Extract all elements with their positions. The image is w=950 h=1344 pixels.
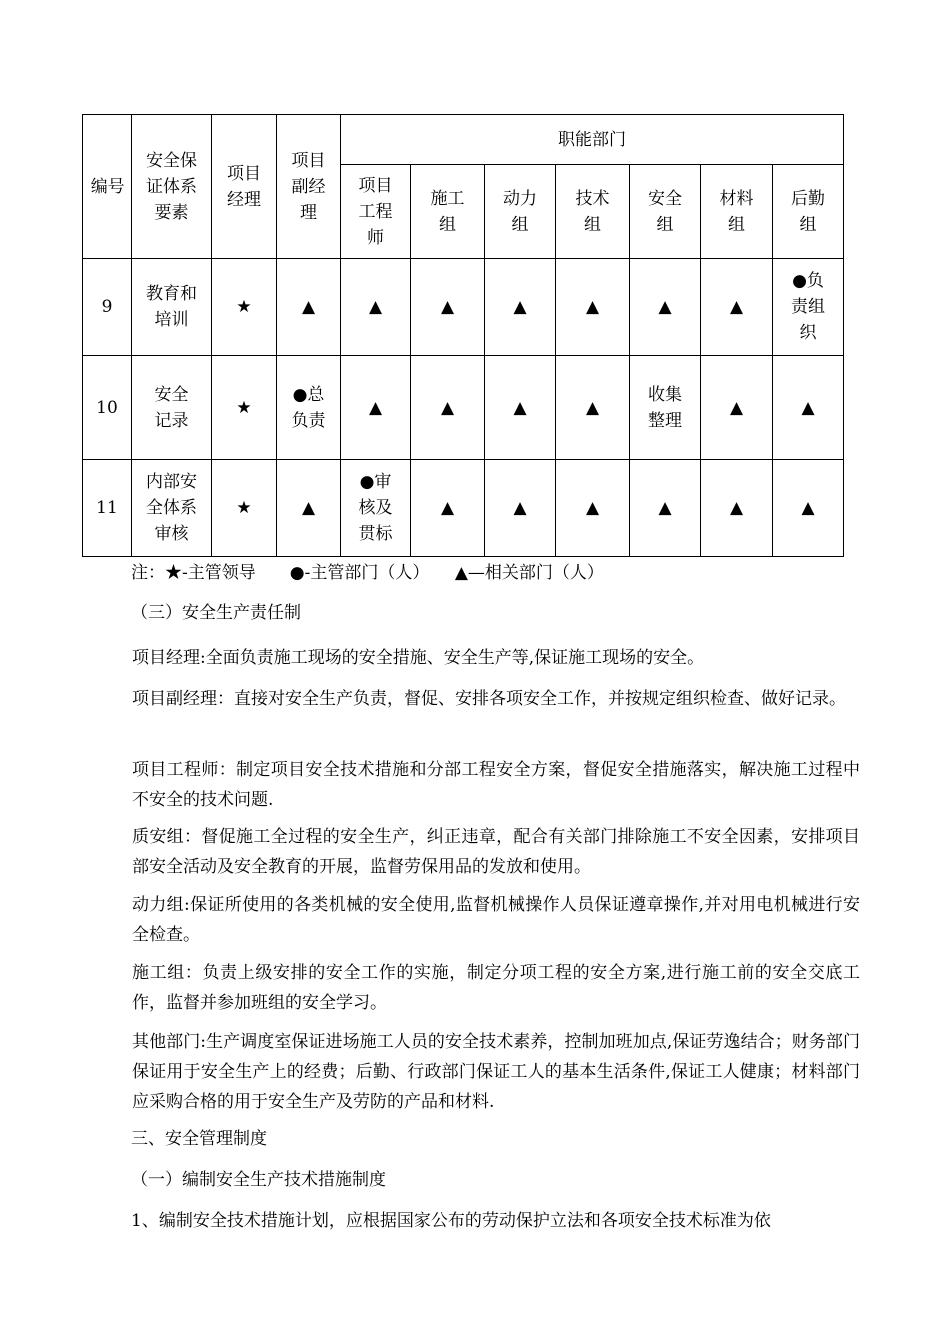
row-cell: ▲ bbox=[556, 356, 630, 460]
paragraph: 其他部门:生产调度室保证进场施工人员的安全技术素养，控制加班加点,保证劳逸结合；财务部门保证用于安全生产上的经费；后勤、行政部门保证工人的基本生活条件,保证工人健康；材料部门应采购合格的用于安全生产及劳防的产品和材料. bbox=[132, 1032, 860, 1112]
row-cell: ▲ bbox=[485, 356, 556, 460]
subsection-heading: （一）编制安全生产技术措施制度 bbox=[131, 1170, 386, 1190]
row-cell: ▲ bbox=[701, 259, 773, 356]
paragraph: 项目经理:全面负责施工现场的安全措施、安全生产等,保证施工现场的安全。 bbox=[132, 648, 705, 668]
row-number: 9 bbox=[83, 259, 132, 356]
header-dept: 项目工程师 bbox=[341, 165, 411, 259]
header-dept: 后勤组 bbox=[773, 165, 844, 259]
header-dept: 施工组 bbox=[411, 165, 485, 259]
table-header-row bbox=[83, 115, 844, 165]
row-cell: ▲ bbox=[701, 356, 773, 460]
row-number: 10 bbox=[83, 356, 132, 460]
header-element: 安全保证体系要素 bbox=[132, 115, 212, 259]
table-row bbox=[83, 460, 844, 557]
row-element: 教育和培训 bbox=[132, 259, 212, 356]
header-deputy-manager: 项目副经理 bbox=[277, 115, 341, 259]
header-dept: 技术组 bbox=[556, 165, 630, 259]
row-pm-mark: ★ bbox=[212, 259, 277, 356]
paragraph: 质安组：督促施工全过程的安全生产，纠正违章，配合有关部门排除施工不安全因素，安排项目部安全活动及安全教育的开展，监督劳保用品的发放和使用。 bbox=[132, 827, 860, 877]
table-row bbox=[83, 356, 844, 460]
row-cell: ▲ bbox=[556, 460, 630, 557]
paragraph: 施工组：负责上级安排的安全工作的实施，制定分项工程的安全方案,进行施工前的安全交底工作，监督并参加班组的安全学习。 bbox=[132, 963, 860, 1013]
row-cell: ▲ bbox=[630, 259, 701, 356]
row-cell: ▲ bbox=[411, 259, 485, 356]
header-dept: 安全组 bbox=[630, 165, 701, 259]
paragraph: 动力组:保证所使用的各类机械的安全使用,监督机械操作人员保证遵章操作,并对用电机械进行安全检查。 bbox=[132, 895, 860, 945]
header-functional-departments: 职能部门 bbox=[341, 115, 844, 165]
row-cell: ▲ bbox=[556, 259, 630, 356]
paragraph: 项目工程师：制定项目安全技术措施和分部工程安全方案，督促安全措施落实，解决施工过程中不安全的技术问题. bbox=[132, 760, 860, 810]
row-cell: ▲ bbox=[773, 356, 844, 460]
row-cell: ▲ bbox=[411, 460, 485, 557]
row-pm-mark: ★ bbox=[212, 356, 277, 460]
row-dpm-mark: ▲ bbox=[277, 259, 341, 356]
row-cell: ▲ bbox=[630, 460, 701, 557]
chapter-heading: 三、安全管理制度 bbox=[131, 1129, 267, 1149]
row-cell: ▲ bbox=[341, 259, 411, 356]
header-number: 编号 bbox=[83, 115, 132, 259]
row-dpm-mark: ●总负责 bbox=[277, 356, 341, 460]
row-cell: 收集整理 bbox=[630, 356, 701, 460]
responsibility-table bbox=[82, 114, 844, 557]
row-pm-mark: ★ bbox=[212, 460, 277, 557]
row-dpm-mark: ▲ bbox=[277, 460, 341, 557]
row-element: 安全记录 bbox=[132, 356, 212, 460]
section-title: （三）安全生产责任制 bbox=[131, 603, 301, 623]
row-number: 11 bbox=[83, 460, 132, 557]
row-cell: ▲ bbox=[485, 460, 556, 557]
header-project-manager: 项目经理 bbox=[212, 115, 277, 259]
paragraph-first-line: 1、编制安全技术措施计划，应根据国家公布的劳动保护立法和各项安全技术标准为依 bbox=[131, 1211, 771, 1231]
header-dept: 动力组 bbox=[485, 165, 556, 259]
paragraph: 项目副经理：直接对安全生产负责，督促、安排各项安全工作，并按规定组织检查、做好记录。 bbox=[132, 689, 846, 709]
row-cell: ▲ bbox=[485, 259, 556, 356]
table-legend-note: 注：★-主管领导 ●-主管部门（人） ▲—相关部门（人） bbox=[131, 563, 604, 583]
row-cell: ●审核及贯标 bbox=[341, 460, 411, 557]
row-cell: ▲ bbox=[701, 460, 773, 557]
row-cell: ▲ bbox=[341, 356, 411, 460]
row-cell: ▲ bbox=[773, 460, 844, 557]
row-cell: ▲ bbox=[411, 356, 485, 460]
table-row bbox=[83, 259, 844, 356]
row-element: 内部安全体系审核 bbox=[132, 460, 212, 557]
row-cell: ●负责组织 bbox=[773, 259, 844, 356]
header-dept: 材料组 bbox=[701, 165, 773, 259]
